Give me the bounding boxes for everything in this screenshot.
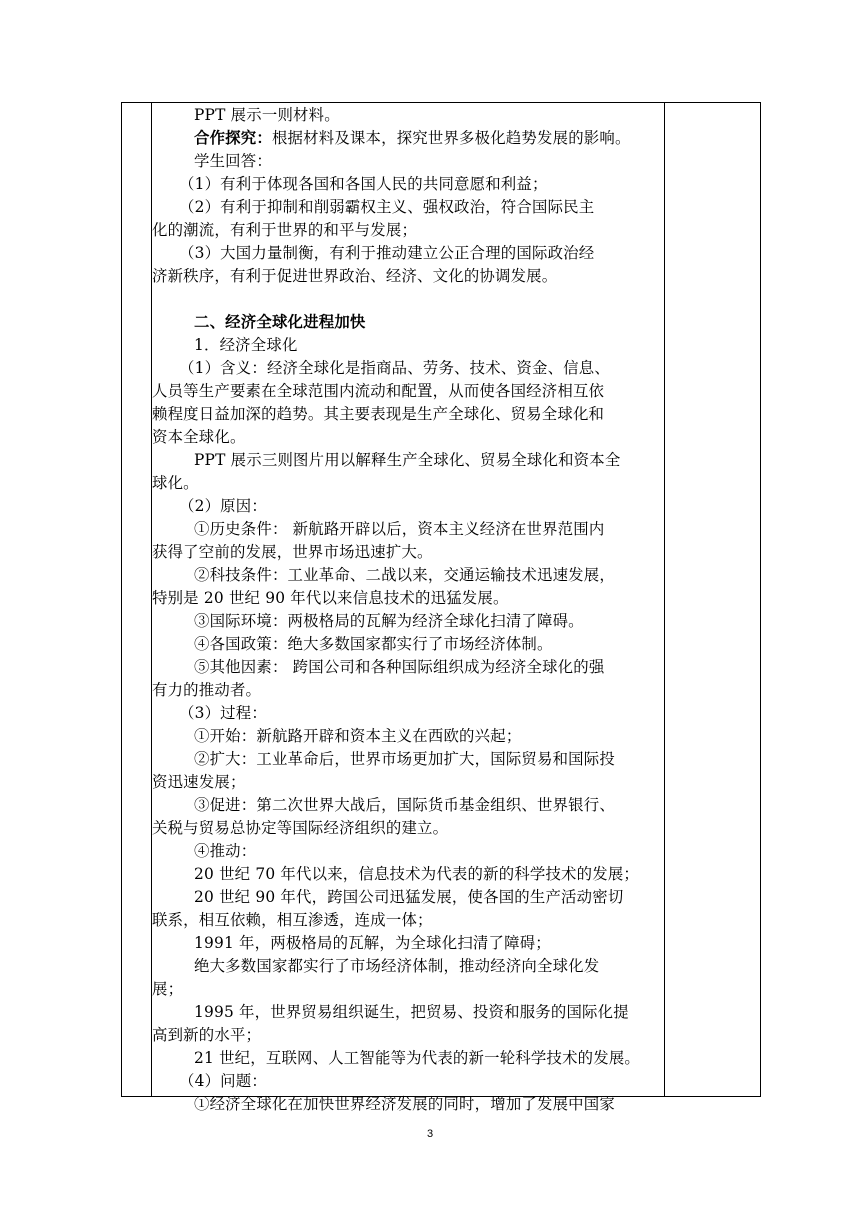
text-line: 联系，相互依赖，相互渗透，连成一体； [152, 911, 433, 929]
text-line: 高到新的水平； [152, 1026, 262, 1044]
text-line: 济新秩序，有利于促进世界政治、经济、文化的协调发展。 [152, 267, 558, 285]
text-line: 展； [152, 980, 184, 998]
text-line: （3）过程： [179, 704, 267, 722]
text-line: 1991 年，两极格局的瓦解，为全球化扫清了障碍； [194, 934, 551, 952]
text-line: ②扩大：工业革命后，世界市场更加扩大，国际贸易和国际投 [194, 750, 615, 768]
text-line: ①历史条件： 新航路开辟以后，资本主义经济在世界范围内 [194, 520, 605, 538]
page-number: 3 [426, 1128, 434, 1140]
text-line: （1）有利于体现各国和各国人民的共同意愿和利益； [179, 175, 548, 193]
text-line: 获得了空前的发展，世界市场迅速扩大。 [152, 543, 433, 561]
text-line: ①经济全球化在加快世界经济发展的同时，增加了发展中国家 [194, 1095, 615, 1113]
lesson-content-cell [152, 104, 662, 1116]
text-line: ④推动： [194, 842, 257, 860]
table-column-divider-right [664, 103, 665, 1096]
text-line: PPT 展示三则图片用以解释生产全球化、贸易全球化和资本全 [194, 451, 621, 469]
text-line [152, 127, 662, 150]
text-line: （2）有利于抑制和削弱霸权主义、强权政治，符合国际民主 [179, 198, 595, 216]
text-line: （2）原因： [179, 497, 267, 515]
blank-line [152, 288, 662, 311]
text-line: 绝大多数国家都实行了市场经济体制，推动经济向全球化发 [194, 957, 600, 975]
text-line: ①开始：新航路开辟和资本主义在西欧的兴起； [194, 727, 522, 745]
inline-text: 根据材料及课本，探究世界多极化趋势发展的影响。 [271, 129, 631, 147]
text-line: 20 世纪 90 年代，跨国公司迅猛发展，使各国的生产活动密切 [194, 888, 624, 906]
text-line: ③国际环境：两极格局的瓦解为经济全球化扫清了障碍。 [194, 612, 584, 630]
text-line: 球化。 [152, 474, 199, 492]
text-line: 化的潮流，有利于世界的和平与发展； [152, 221, 418, 239]
text-line: 赖程度日益加深的趋势。其主要表现是生产全球化、贸易全球化和 [152, 405, 605, 423]
text-line: 学生回答： [194, 152, 272, 170]
section-heading: 二、经济全球化进程加快 [194, 313, 366, 331]
text-line: （4）问题： [179, 1072, 267, 1090]
text-line: 资本全球化。 [152, 428, 246, 446]
text-line: 20 世纪 70 年代以来，信息技术为代表的新的科学技术的发展； [194, 865, 640, 883]
text-line: ③促进：第二次世界大战后，国际货币基金组织、世界银行、 [194, 796, 615, 814]
text-line: ②科技条件：工业革命、二战以来，交通运输技术迅速发展， [194, 566, 615, 584]
text-line: 1．经济全球化 [194, 336, 298, 354]
text-line: （1）含义：经济全球化是指商品、劳务、技术、资金、信息、 [179, 359, 610, 377]
text-line: 21 世纪，互联网、人工智能等为代表的新一轮科学技术的发展。 [194, 1049, 641, 1067]
text-line: PPT 展示一则材料。 [194, 106, 340, 124]
text-line: （3）大国力量制衡，有利于推动建立公正合理的国际政治经 [179, 244, 595, 262]
inline-label: 合作探究： [194, 129, 272, 147]
text-line: 人员等生产要素在全球范围内流动和配置，从而使各国经济相互依 [152, 382, 605, 400]
text-line: 有力的推动者。 [152, 681, 262, 699]
text-line: 资迅速发展； [152, 773, 246, 791]
text-line: 特别是 20 世纪 90 年代以来信息技术的迅猛发展。 [152, 589, 509, 607]
text-line: 1995 年，世界贸易组织诞生，把贸易、投资和服务的国际化提 [194, 1003, 629, 1021]
text-line: ④各国政策：绝大多数国家都实行了市场经济体制。 [194, 635, 553, 653]
text-line: 关税与贸易总协定等国际经济组织的建立。 [152, 819, 449, 837]
text-line: ⑤其他因素： 跨国公司和各种国际组织成为经济全球化的强 [194, 658, 605, 676]
